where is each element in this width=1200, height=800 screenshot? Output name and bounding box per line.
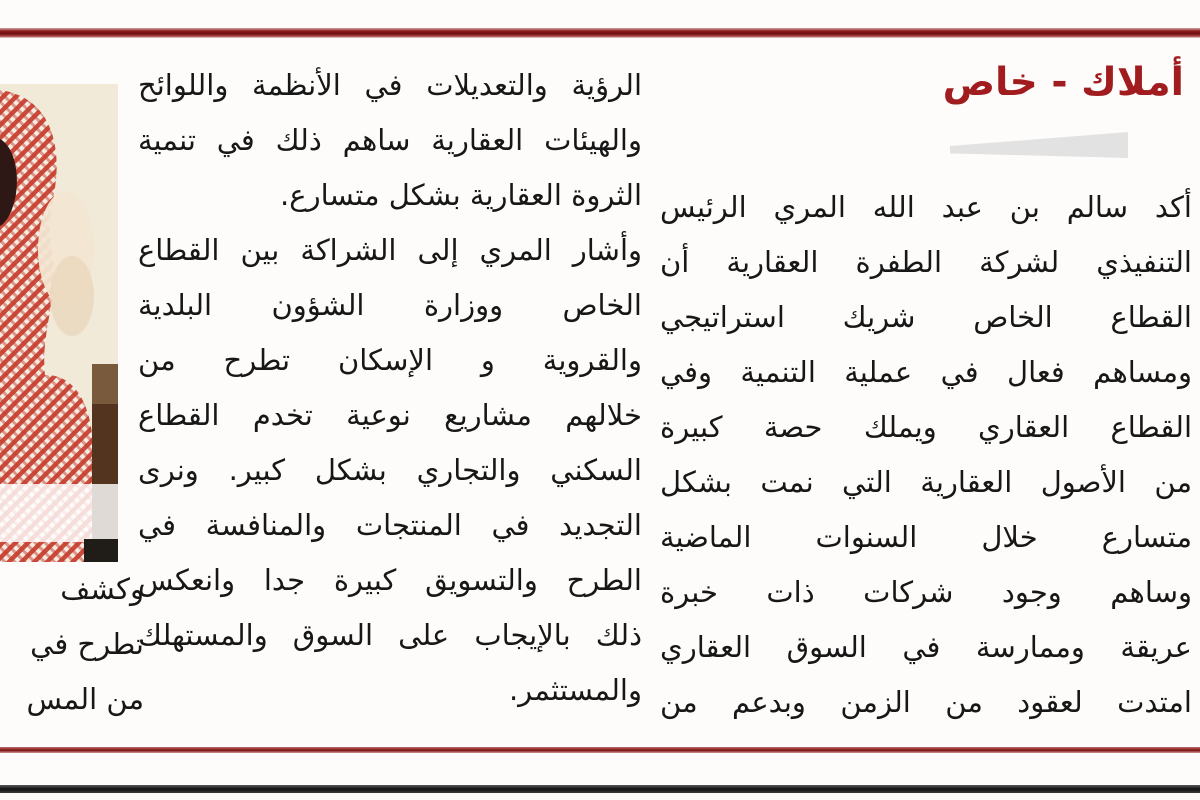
article-line-fragment: وكشف bbox=[60, 572, 144, 606]
article-line: الخاص ووزارة الشؤون البلدية bbox=[138, 288, 642, 322]
portrait-photo bbox=[0, 84, 118, 562]
article-line: خلالهم مشاريع نوعية تخدم القطاع bbox=[138, 398, 642, 432]
article-line: السكني والتجاري بشكل كبير. ونرى bbox=[138, 453, 642, 487]
article-line: متسارع خلال السنوات الماضية bbox=[660, 520, 1192, 554]
article-line: الطرح والتسويق كبيرة جدا وانعكس bbox=[138, 563, 642, 597]
article-line-fragment: تطرح في bbox=[30, 627, 144, 661]
article-line: ذلك بالإيجاب على السوق والمستهلك bbox=[138, 618, 642, 652]
article-line: التنفيذي لشركة الطفرة العقارية أن bbox=[660, 245, 1192, 279]
article-line-fragment: من المس bbox=[26, 682, 144, 716]
article-line: الرؤية والتعديلات في الأنظمة واللوائح bbox=[138, 68, 642, 102]
article-line: عريقة وممارسة في السوق العقاري bbox=[660, 630, 1192, 664]
article-line: القطاع الخاص شريك استراتيجي bbox=[660, 300, 1192, 334]
article-line: الثروة العقارية بشكل متسارع. bbox=[280, 178, 642, 212]
bottom-red-rule bbox=[0, 747, 1200, 753]
article-line: التجديد في المنتجات والمنافسة في bbox=[138, 508, 642, 542]
article-line: ومساهم فعال في عملية التنمية وفي bbox=[660, 355, 1192, 389]
bottom-black-rule bbox=[0, 785, 1200, 793]
article-line: أكد سالم بن عبد الله المري الرئيس bbox=[660, 190, 1192, 224]
article-line: والقروية و الإسكان تطرح من bbox=[138, 343, 642, 377]
article-line: والمستثمر. bbox=[508, 673, 642, 707]
portrait-photo-graphic bbox=[0, 84, 118, 562]
article-line: وأشار المري إلى الشراكة بين القطاع bbox=[138, 233, 642, 267]
article-line: والهيئات العقارية ساهم ذلك في تنمية bbox=[138, 123, 642, 157]
article-line: امتدت لعقود من الزمن وبدعم من bbox=[660, 685, 1192, 719]
section-label: أملاك - خاص bbox=[942, 60, 1184, 105]
article-line: من الأصول العقارية التي نمت بشكل bbox=[660, 465, 1192, 499]
article-column-middle bbox=[138, 58, 642, 718]
top-red-rule bbox=[0, 28, 1200, 38]
article-column-right bbox=[660, 180, 1192, 730]
decorative-wedge-shape bbox=[950, 132, 1128, 158]
article-line: القطاع العقاري ويملك حصة كبيرة bbox=[660, 410, 1192, 444]
article-line: وساهم وجود شركات ذات خبرة bbox=[660, 575, 1192, 609]
article-column-left-cropped bbox=[0, 562, 144, 727]
